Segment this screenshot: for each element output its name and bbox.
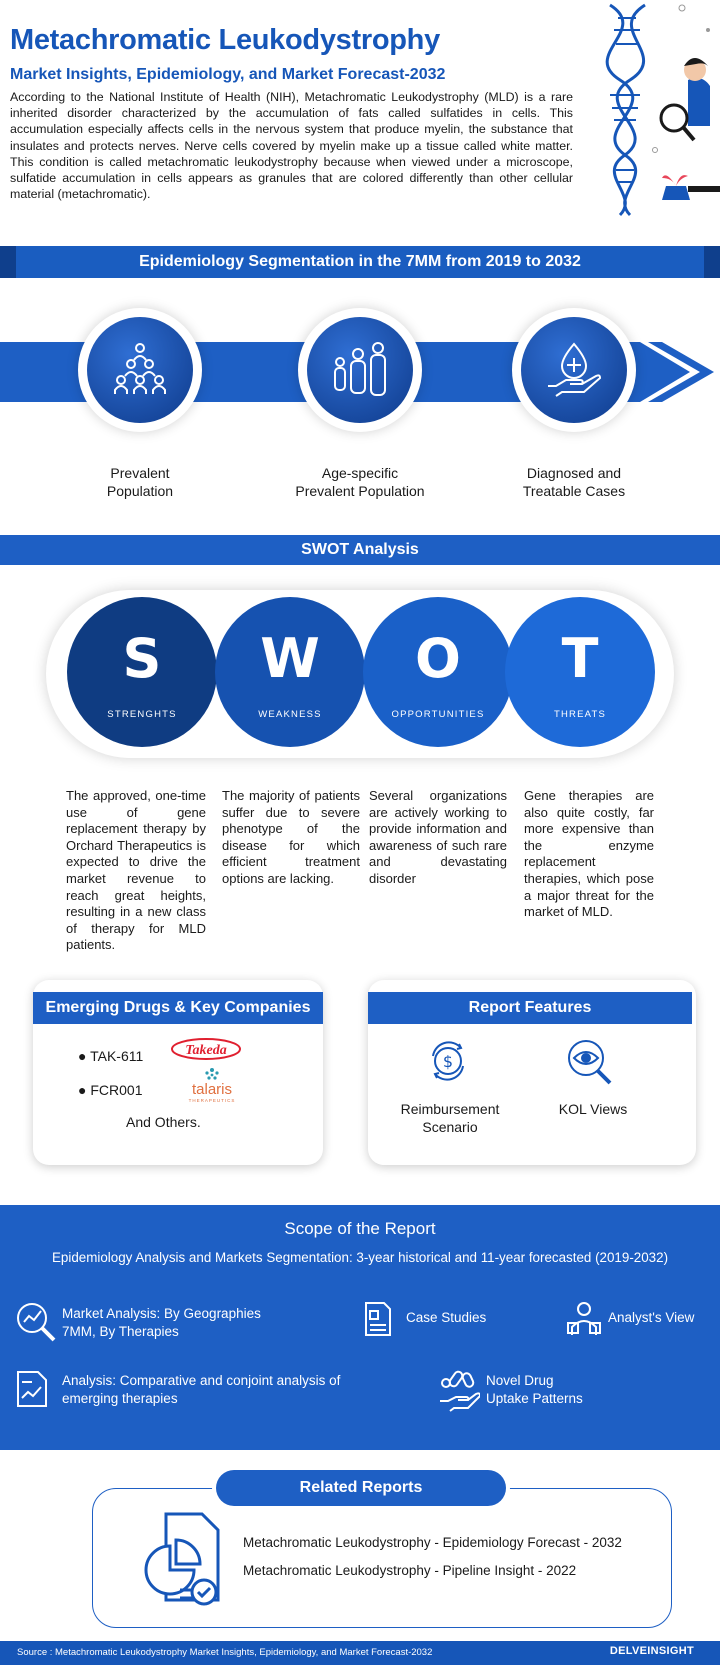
document-case-icon (364, 1301, 392, 1337)
feature-kol-label: KOL Views (558, 1101, 628, 1117)
hand-medical-drop-icon (544, 340, 604, 400)
analyst-icon (566, 1299, 602, 1337)
delveinsight-logo: DELVEINSIGHT (609, 1645, 694, 1657)
swot-threats-text: Gene therapies are also quite costly, far more expensive than the enzyme replacement therapies, which pose a major threat for the market of MLD. (524, 788, 654, 920)
diagnosed-treatable-circle (512, 308, 636, 432)
epidemiology-heading: Epidemiology Segmentation in the 7MM from 2019 to 2032 (0, 246, 720, 278)
report-pie-document-icon (130, 1510, 230, 1610)
dna-researcher-illustration (570, 0, 720, 225)
segment-diagnosed-label: Diagnosed and Treatable Cases (522, 465, 626, 499)
related-report-pipeline[interactable]: Metachromatic Leukodystrophy - Pipeline Insight - 2022 (243, 1563, 577, 1578)
footer-source: Source : Metachromatic Leukodystrophy Market Insights, Epidemiology, and Market Forecast-2032 (17, 1647, 433, 1658)
scope-market-analysis: Market Analysis: By Geographies 7MM, By Therapies (62, 1306, 261, 1339)
swot-threats-circle: T THREATS (505, 597, 655, 747)
chart-magnifier-icon (14, 1300, 56, 1342)
scope-subheading: Epidemiology Analysis and Markets Segmentation: 3-year historical and 11-year forecasted (2019-2032) (51, 1250, 669, 1265)
footer-bar (0, 1641, 720, 1665)
takeda-logo (170, 1036, 242, 1062)
page-subtitle: Market Insights, Epidemiology, and Market Forecast-2032 (10, 66, 446, 83)
scope-comparative-analysis: Analysis: Comparative and conjoint analysis of emerging therapies (62, 1373, 341, 1406)
feature-reimbursement-label: Reimbursement Scenario (400, 1101, 500, 1135)
age-specific-circle (298, 308, 422, 432)
dollar-cycle-icon (425, 1038, 471, 1084)
hand-pills-icon (438, 1369, 480, 1413)
swot-strengths-circle: S STRENGHTS (67, 597, 217, 747)
drug-item-tak611: ● TAK-611 (78, 1048, 144, 1064)
svg-text:THERAPEUTICS: THERAPEUTICS (188, 1098, 236, 1103)
scope-novel-drug: Novel Drug Uptake Patterns (486, 1373, 583, 1406)
related-report-epidemiology[interactable]: Metachromatic Leukodystrophy - Epidemiology Forecast - 2032 (243, 1535, 622, 1550)
population-pyramid-icon (109, 342, 171, 398)
report-features-heading: Report Features (368, 992, 692, 1024)
segment-age-specific-label: Age-specific Prevalent Population (295, 465, 425, 499)
scope-analysts-view: Analyst's View (608, 1310, 695, 1325)
analysis-document-icon (14, 1370, 50, 1408)
svg-text:Takeda: Takeda (185, 1043, 227, 1058)
drug-item-fcr001: ● FCR001 (78, 1082, 143, 1098)
swot-heading: SWOT Analysis (0, 535, 720, 565)
intro-paragraph: According to the National Institute of Health (NIH), Metachromatic Leukodystrophy (MLD) is a rare inherited disorder characterized by the accumulation of fats called sulfatides in cells. This accumulation especially affects cells in the nervous system that produce myelin, the substance that insulates and protects nerves. Nerve cells covered by myelin make up a tissue called white matter. This condition is called metachromatic leukodystrophy because when viewed under a microscope, sulfatide accumulation in cells appears as granules that are colored differently than other cellular material (metachromatic). (10, 90, 573, 202)
related-reports-heading: Related Reports (216, 1470, 506, 1506)
scope-case-studies: Case Studies (406, 1310, 487, 1325)
swot-strengths-text: The approved, one-time use of gene replacement therapy by Orchard Therapeutics is expected to drive the market revenue to reach great heights, resulting in a new class of therapy for MLD patients. (66, 788, 206, 953)
talaris-logo (182, 1064, 242, 1106)
band-edge-left (0, 246, 16, 278)
drugs-others-note: And Others. (126, 1114, 201, 1130)
svg-text:talaris: talaris (191, 1081, 233, 1098)
eye-magnifier-icon (566, 1038, 618, 1086)
emerging-drugs-heading: Emerging Drugs & Key Companies (33, 992, 323, 1024)
band-edge-right (704, 246, 720, 278)
swot-opportunities-circle: O OPPORTUNITIES (363, 597, 513, 747)
scope-section (0, 1205, 720, 1450)
family-ages-icon (330, 340, 390, 400)
prevalent-population-circle (78, 308, 202, 432)
segment-prevalent-label: Prevalent Population (106, 465, 174, 499)
page-title: Metachromatic Leukodystrophy (10, 24, 440, 56)
swot-weakness-circle: W WEAKNESS (215, 597, 365, 747)
swot-opportunities-text: Several organizations are actively working to provide information and awareness of such rare and devastating disorder (369, 788, 507, 886)
scope-heading: Scope of the Report (284, 1219, 436, 1238)
svg-text:$: $ (442, 1052, 454, 1071)
swot-weakness-text: The majority of patients suffer due to severe phenotype of the disease for which efficient treatment options are lacking. (222, 788, 360, 886)
